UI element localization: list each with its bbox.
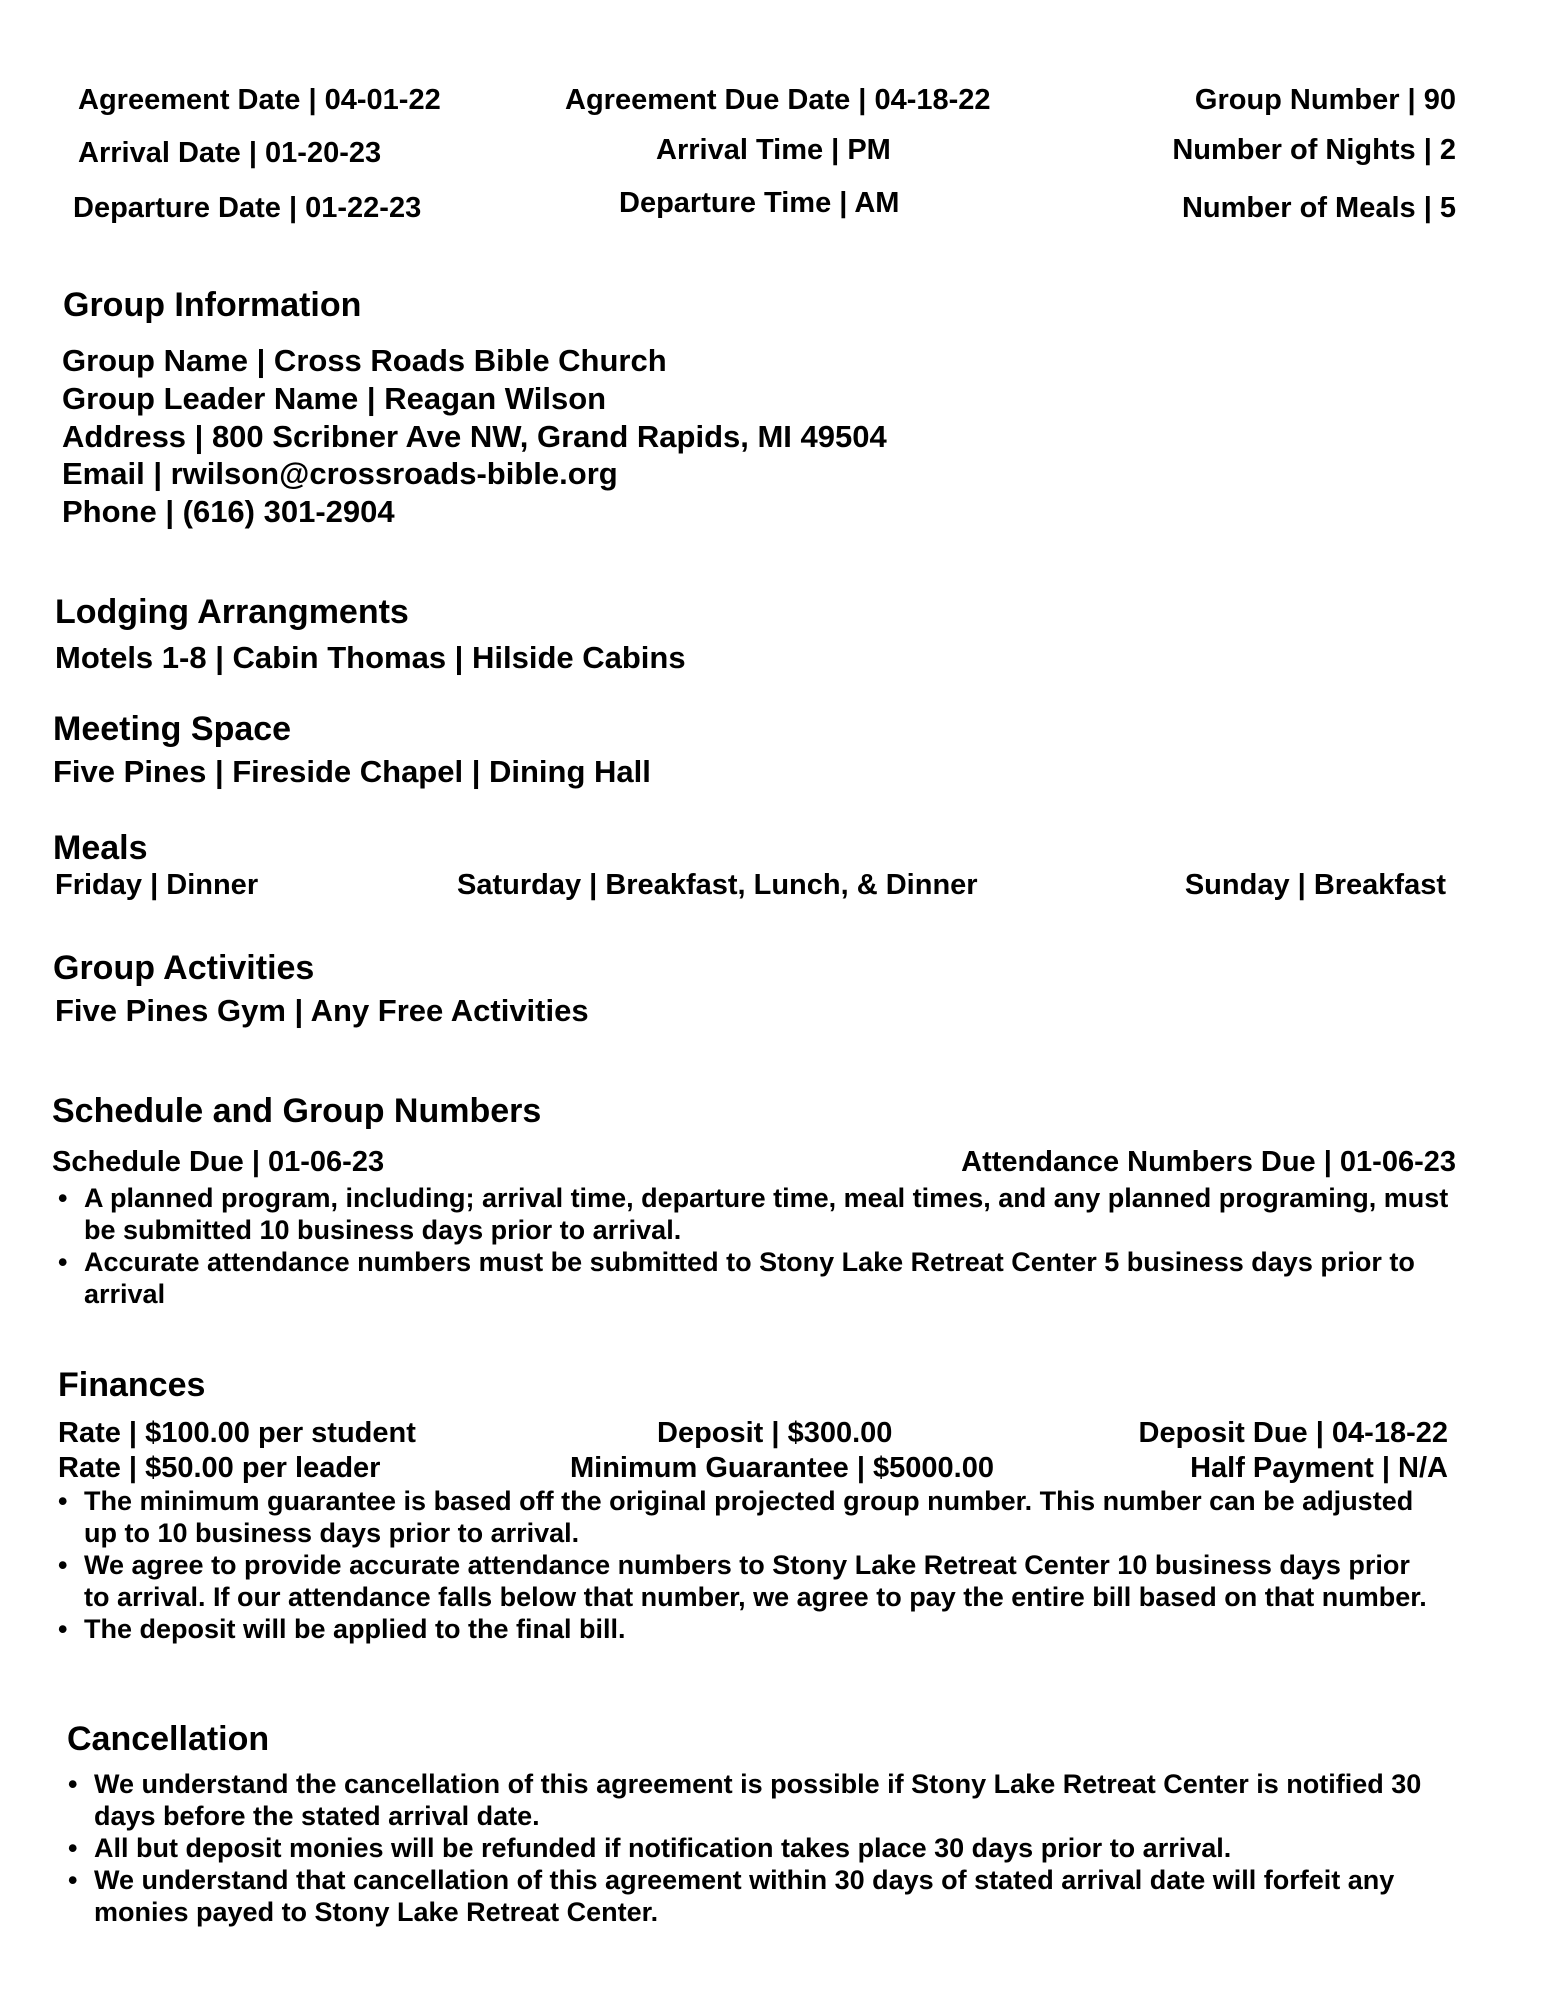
- deposit-due: Deposit Due | 04-18-22: [1138, 1417, 1448, 1449]
- list-item: • We understand that cancellation of this agreement within 30 days of stated arrival date will forfeit any monies payed to Stony Lake Retreat Center.: [62, 1864, 1462, 1928]
- meeting-space-value: Five Pines | Fireside Chapel | Dining Hall: [53, 754, 651, 789]
- finances-title: Finances: [58, 1366, 206, 1404]
- cancellation-title: Cancellation: [67, 1720, 270, 1758]
- arrival-date: Arrival Date | 01-20-23: [78, 137, 382, 169]
- group-number: Group Number | 90: [1194, 84, 1456, 116]
- rate-per-leader: Rate | $50.00 per leader: [58, 1452, 381, 1484]
- activities-value: Five Pines Gym | Any Free Activities: [55, 993, 589, 1028]
- agreement-due-date: Agreement Due Date | 04-18-22: [565, 84, 991, 116]
- list-item: • Accurate attendance numbers must be submitted to Stony Lake Retreat Center 5 business days prior to arrival: [52, 1246, 1462, 1310]
- departure-date: Departure Date | 01-22-23: [73, 192, 422, 224]
- schedule-title: Schedule and Group Numbers: [52, 1092, 542, 1130]
- finances-bullets: [52, 1485, 1432, 1645]
- group-name: Group Name | Cross Roads Bible Church: [62, 343, 667, 378]
- group-phone: Phone | (616) 301-2904: [62, 494, 395, 529]
- schedule-due: Schedule Due | 01-06-23: [52, 1146, 385, 1178]
- group-info-title: Group Information: [63, 286, 362, 324]
- activities-title: Group Activities: [53, 949, 315, 987]
- meals-friday: Friday | Dinner: [55, 869, 259, 901]
- agreement-date: Agreement Date | 04-01-22: [78, 84, 441, 116]
- departure-time: Departure Time | AM: [619, 187, 900, 219]
- group-leader-name: Group Leader Name | Reagan Wilson: [62, 381, 607, 416]
- half-payment: Half Payment | N/A: [1190, 1452, 1448, 1484]
- list-item: • The minimum guarantee is based off the original projected group number. This number can be adjusted up to 10 business days prior to arrival.: [52, 1485, 1432, 1549]
- list-item: • All but deposit monies will be refunded if notification takes place 30 days prior to arrival.: [62, 1832, 1462, 1864]
- meals-title: Meals: [53, 829, 148, 867]
- group-address: Address | 800 Scribner Ave NW, Grand Rapids, MI 49504: [62, 419, 887, 454]
- number-of-nights: Number of Nights | 2: [1172, 134, 1456, 166]
- attendance-numbers-due: Attendance Numbers Due | 01-06-23: [961, 1146, 1456, 1178]
- list-item: • A planned program, including; arrival time, departure time, meal times, and any planned programing, must be submitted 10 business days prior to arrival.: [52, 1182, 1462, 1246]
- list-item: • We understand the cancellation of this agreement is possible if Stony Lake Retreat Center is notified 30 days before the stated arrival date.: [62, 1768, 1462, 1832]
- lodging-title: Lodging Arrangments: [55, 593, 409, 631]
- deposit-amount: Deposit | $300.00: [657, 1417, 893, 1449]
- meals-saturday: Saturday | Breakfast, Lunch, & Dinner: [457, 869, 978, 901]
- rate-per-student: Rate | $100.00 per student: [58, 1417, 416, 1449]
- group-email: Email | rwilson@crossroads-bible.org: [62, 456, 618, 491]
- schedule-bullets: [52, 1182, 1462, 1310]
- minimum-guarantee: Minimum Guarantee | $5000.00: [570, 1452, 994, 1484]
- meeting-space-title: Meeting Space: [53, 710, 292, 748]
- arrival-time: Arrival Time | PM: [656, 134, 891, 166]
- lodging-value: Motels 1-8 | Cabin Thomas | Hilside Cabins: [55, 640, 686, 675]
- meals-sunday: Sunday | Breakfast: [1184, 869, 1446, 901]
- number-of-meals: Number of Meals | 5: [1181, 192, 1456, 224]
- list-item: • The deposit will be applied to the final bill.: [52, 1613, 1432, 1645]
- cancellation-bullets: [62, 1768, 1462, 1928]
- list-item: • We agree to provide accurate attendance numbers to Stony Lake Retreat Center 10 business days prior to arrival. If our attendance falls below that number, we agree to pay the entire bill based on that number.: [52, 1549, 1432, 1613]
